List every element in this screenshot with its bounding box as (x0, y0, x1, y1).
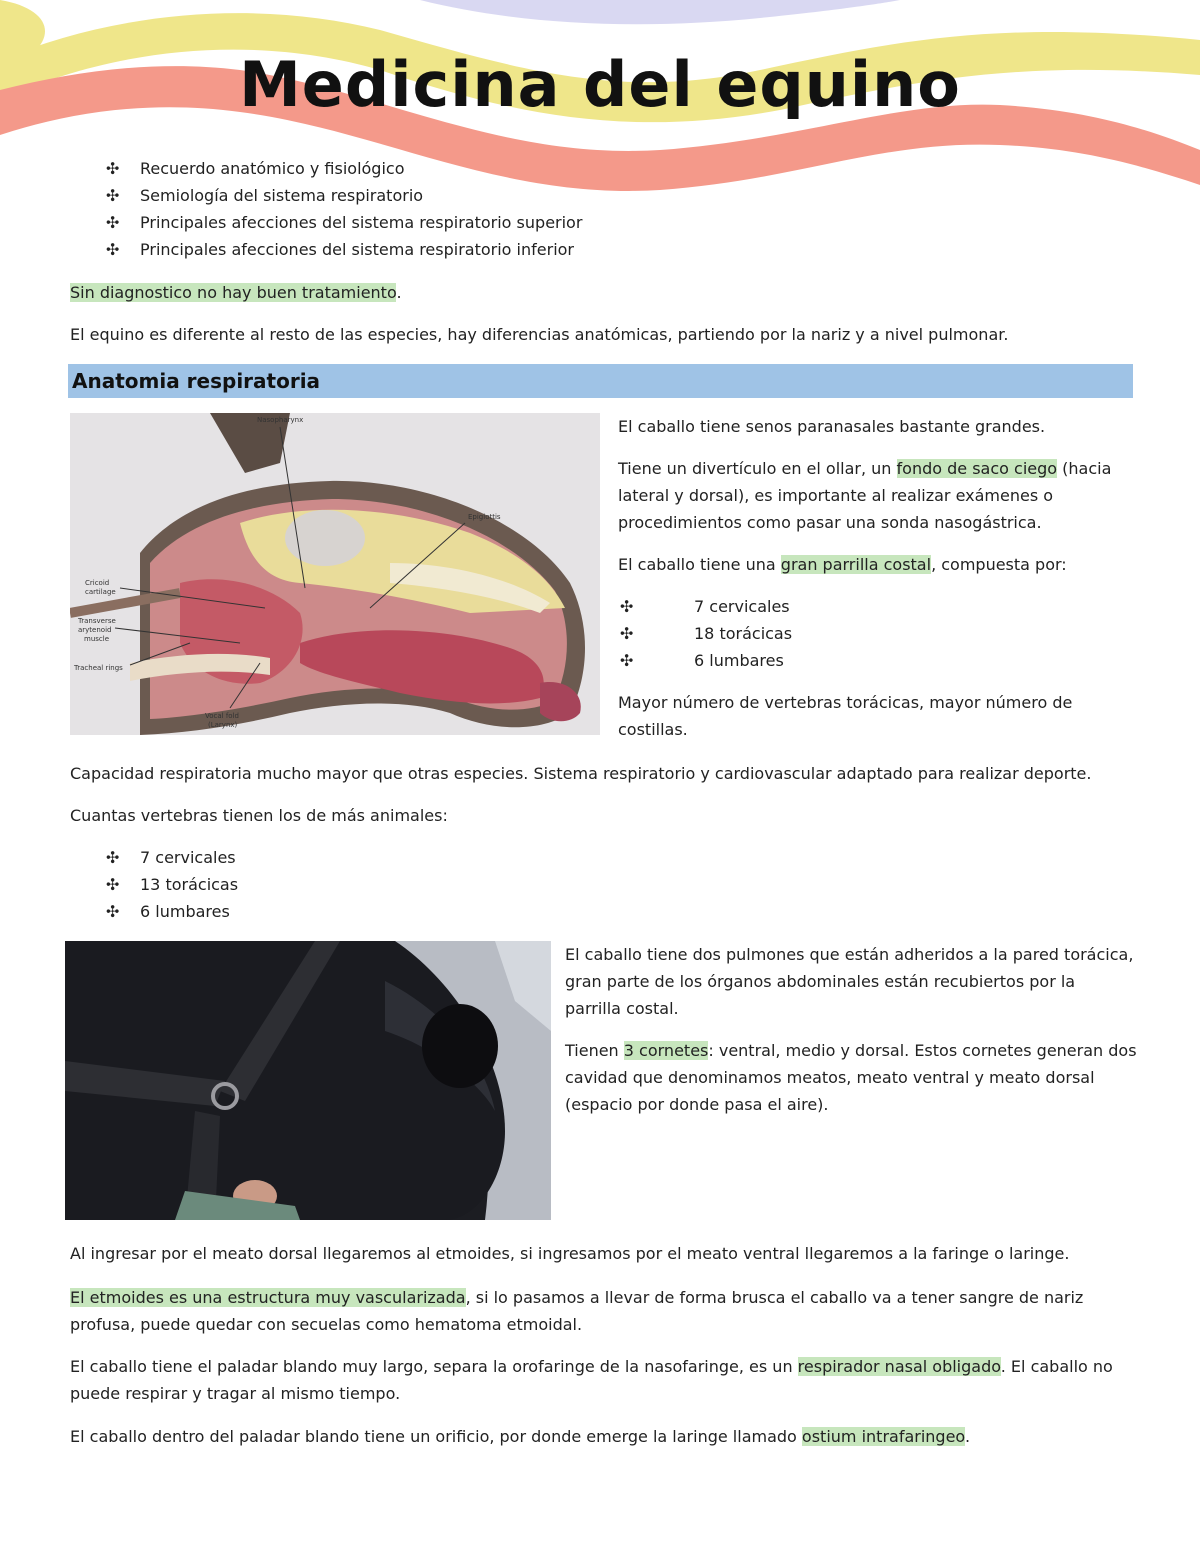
list-item: ✣ 13 torácicas (70, 871, 1132, 898)
four-pointed-star-icon: ✣ (620, 651, 634, 670)
four-pointed-star-icon: ✣ (106, 186, 120, 205)
list-item: ✣ Semiología del sistema respiratorio (70, 182, 1132, 209)
bottom-paragraph-2: El etmoides es una estructura muy vascularizada, si lo pasamos a llevar de forma brusca el caballo va a tener sangre de nariz profusa, puede quedar con secuelas como hematoma etmoidal. (70, 1288, 1084, 1334)
list-item: ✣ 6 lumbares (70, 898, 1132, 925)
diagram-label: arytenoid (78, 626, 112, 634)
intro-paragraph: El equino es diferente al resto de las especies, hay diferencias anatómicas, partiendo por la nariz y a nivel pulmonar. (70, 325, 1009, 344)
lung-notes-column: El caballo tiene dos pulmones que están adheridos a la pared torácica, gran parte de los órganos abdominales están recubiertos por la parrilla costal. Tienen 3 cornetes: ventral, medio y dorsal. Estos cornetes generan dos cavidad que denominamos meatos, meato ventral y meato dorsal (espacio por donde pasa el aire). (565, 945, 1137, 1114)
page-title: Medicina del equino (239, 48, 961, 121)
horse-head-anatomy-diagram (70, 413, 600, 735)
others-intro: Cuantas vertebras tienen los de más animales: (70, 806, 448, 825)
capacity-paragraph: Capacidad respiratoria mucho mayor que otras especies. Sistema respiratorio y cardiovascular adaptado para realizar deporte. (70, 764, 1092, 783)
four-pointed-star-icon: ✣ (106, 213, 120, 232)
bottom-paragraph-3: El caballo tiene el paladar blando muy largo, separa la orofaringe de la nasofaringe, es un respirador nasal obligado. El caballo no puede respirar y tragar al mismo tiempo. (70, 1357, 1113, 1403)
list-item: ✣ Principales afecciones del sistema respiratorio superior (70, 209, 1132, 236)
bottom-paragraph-4: El caballo dentro del paladar blando tiene un orificio, por donde emerge la laringe llamado ostium intrafaringeo. (70, 1427, 971, 1446)
four-pointed-star-icon: ✣ (620, 597, 634, 616)
horse-nose-photo (65, 941, 551, 1220)
intro-bullet-list (70, 155, 1132, 263)
diagram-label: muscle (84, 635, 110, 643)
four-pointed-star-icon: ✣ (620, 624, 634, 643)
bottom-paragraph-1: Al ingresar por el meato dorsal llegaremos al etmoides, si ingresamos por el meato ventral llegaremos a la faringe o laringe. (70, 1244, 1070, 1263)
four-pointed-star-icon: ✣ (106, 875, 120, 894)
highlight-statement: Sin diagnostico no hay buen tratamiento. (70, 283, 402, 302)
four-pointed-star-icon: ✣ (106, 902, 120, 921)
list-item: ✣ 7 cervicales (618, 593, 1138, 620)
diagram-label: Transverse (78, 617, 116, 625)
diagram-label: Vocal fold (205, 712, 239, 720)
four-pointed-star-icon: ✣ (106, 848, 120, 867)
diagram-label: Epiglottis (468, 513, 501, 521)
diagram-label: (Larynx) (208, 721, 238, 729)
list-item: ✣ Recuerdo anatómico y fisiológico (70, 155, 1132, 182)
diagram-label: Cricoid (85, 579, 110, 587)
section-heading-bar (68, 364, 1133, 398)
list-item: ✣ 18 torácicas (618, 620, 1138, 647)
diagram-label: Nasopharynx (257, 416, 304, 424)
diagram-label: cartilage (85, 588, 116, 596)
anatomy-notes-column: El caballo tiene senos paranasales bastante grandes. Tiene un divertículo en el ollar, un fondo de saco ciego (hacia lateral y dorsal), es importante al realizar exámenes o procedimientos como pasar una sonda nasogástrica. El caballo tiene una gran parrilla costal, compuesta por: ✣ 7 cervicales ✣ 18 torácicas ✣ 6 lumbares Mayor número de vertebras torácicas, mayor número de costillas. (618, 413, 1138, 743)
four-pointed-star-icon: ✣ (106, 159, 120, 178)
four-pointed-star-icon: ✣ (106, 240, 120, 259)
others-bullet-list (70, 844, 1132, 925)
section-title: Anatomia respiratoria (72, 369, 321, 393)
diagram-label: Tracheal rings (74, 664, 123, 672)
list-item: ✣ 6 lumbares (618, 647, 1138, 674)
list-item: ✣ 7 cervicales (70, 844, 1132, 871)
list-item: ✣ Principales afecciones del sistema respiratorio inferior (70, 236, 1132, 263)
